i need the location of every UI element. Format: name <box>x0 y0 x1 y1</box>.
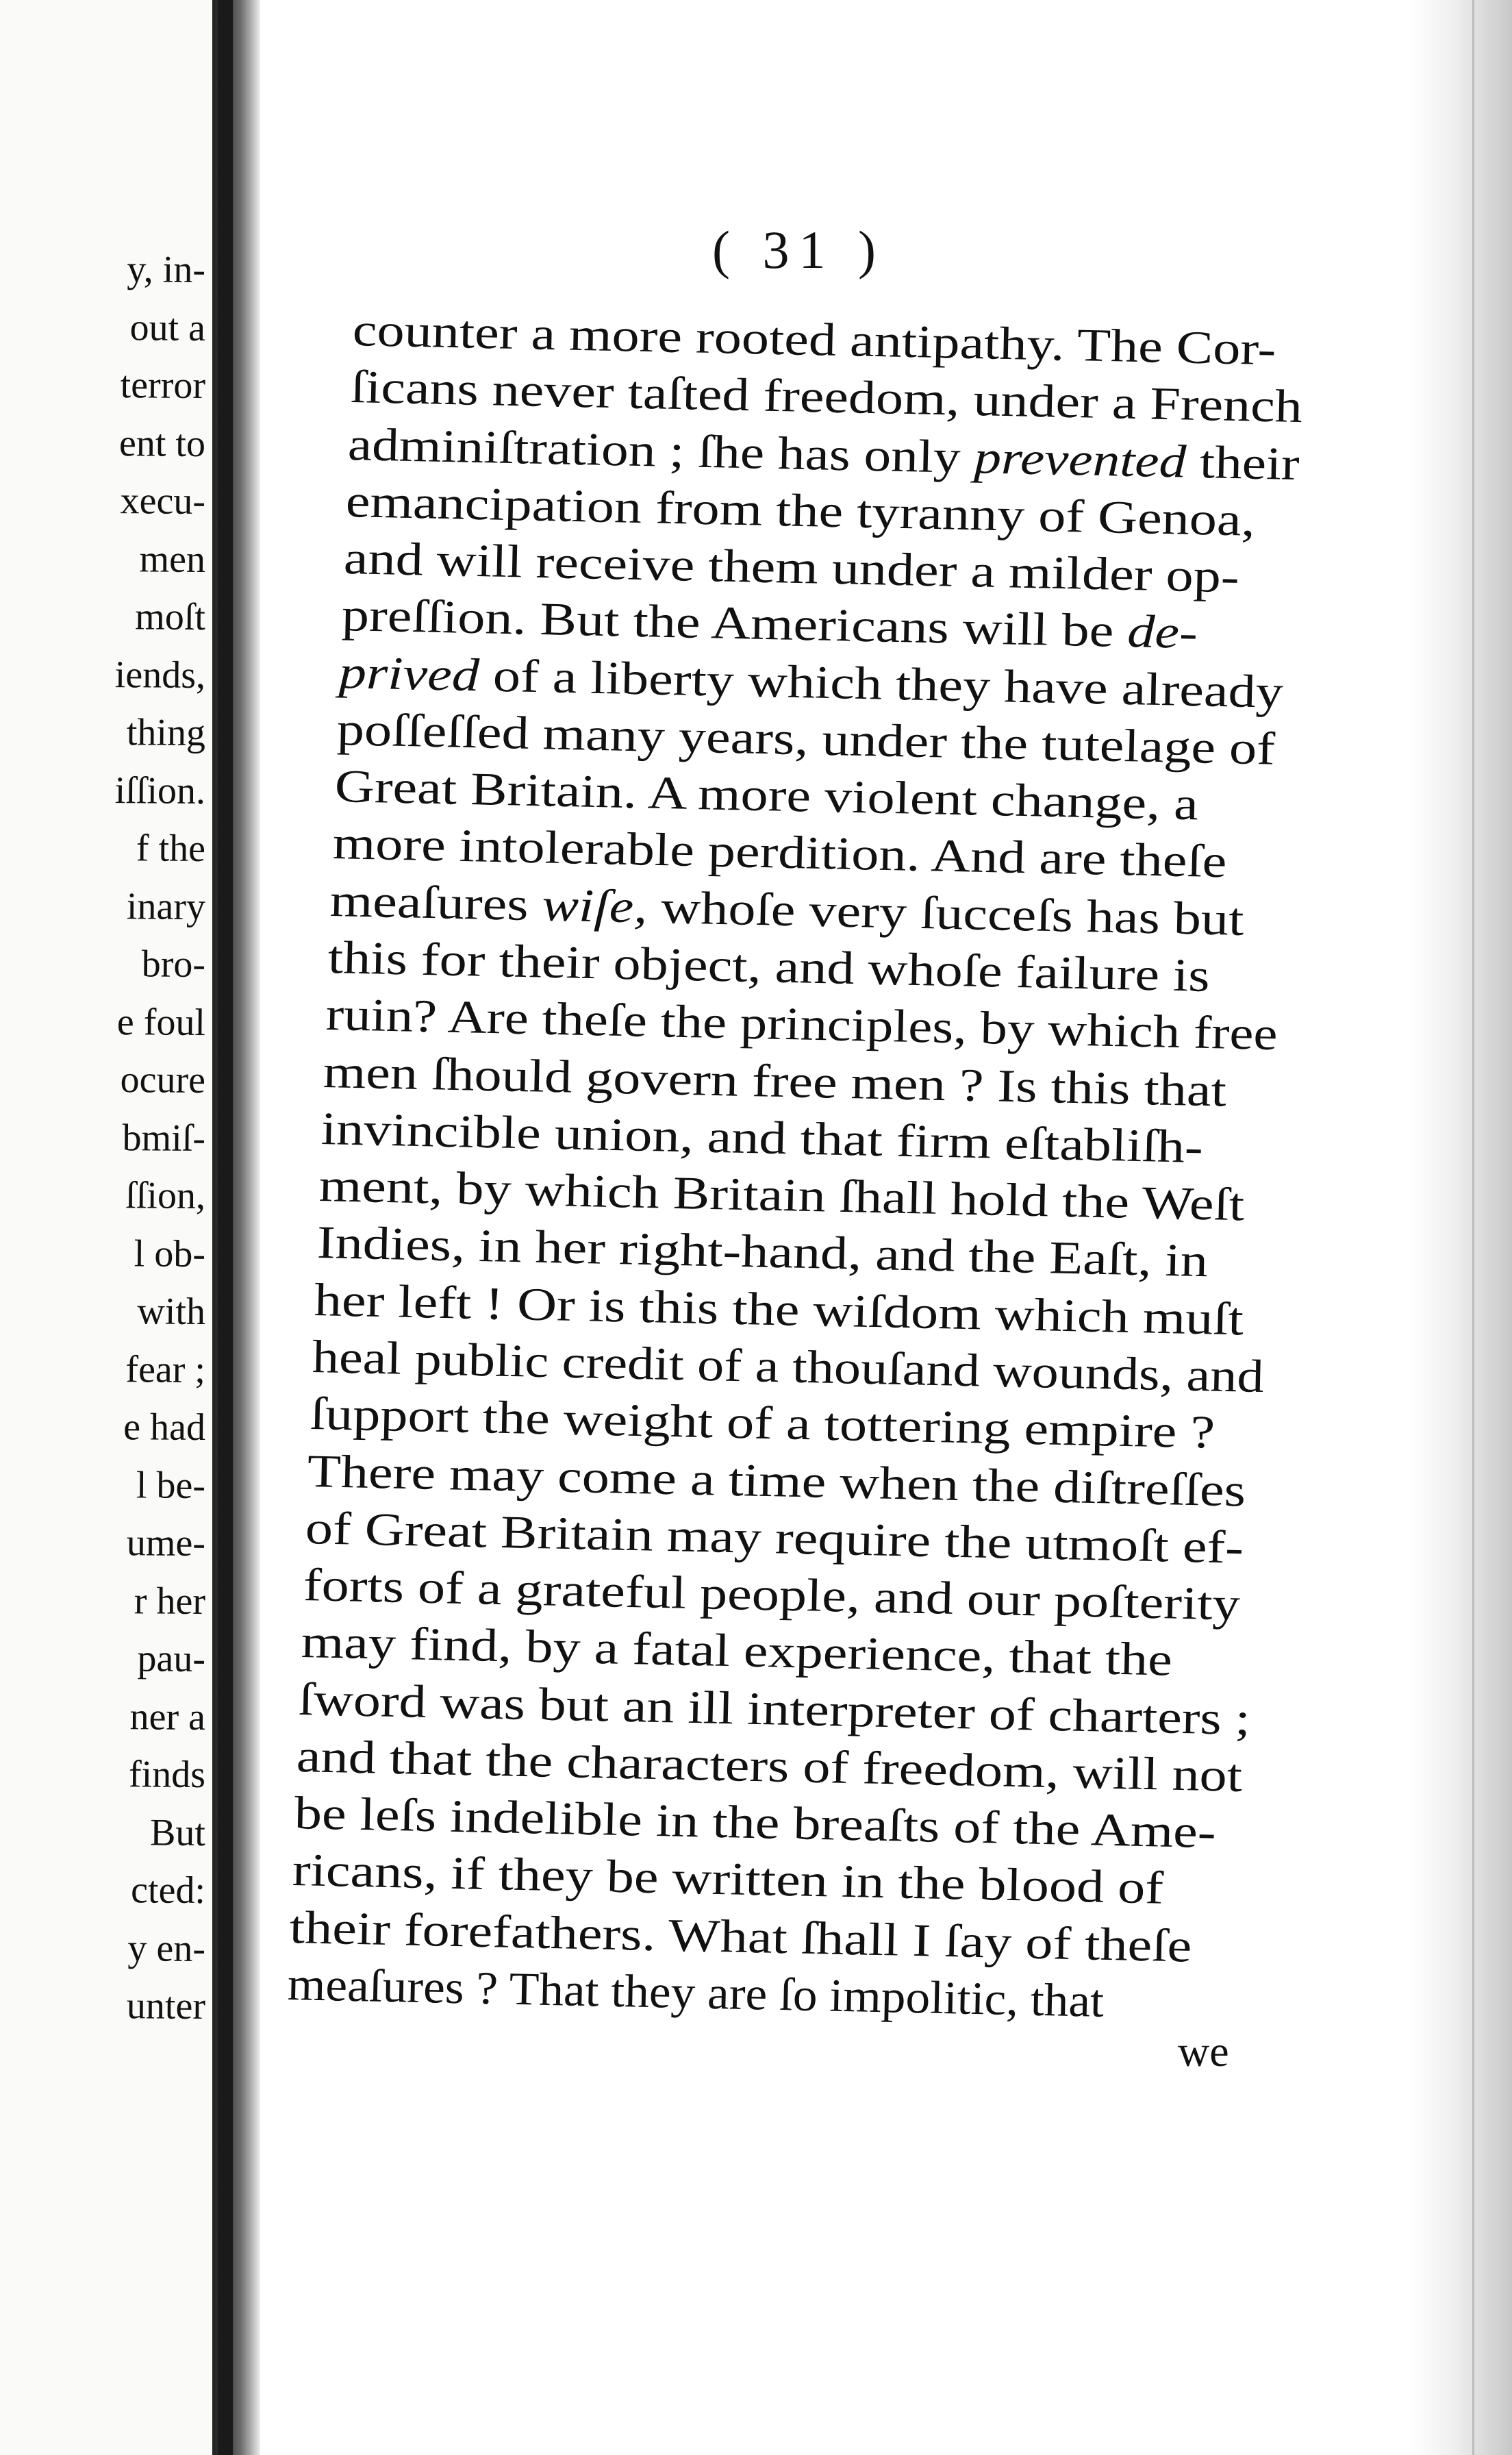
text-run: ſword was but an ill interpreter of charters ; <box>298 1672 1251 1745</box>
left-page-line: moſt <box>135 595 206 639</box>
left-page-line: iends, <box>114 653 206 697</box>
text-run: There may come a time when the diſtreſſes <box>307 1444 1247 1517</box>
left-page-line: with <box>137 1290 206 1334</box>
left-page-line: ocure <box>120 1058 206 1102</box>
italic-word: wiſe, <box>542 878 648 933</box>
left-page-line: f the <box>136 827 206 871</box>
text-run: preſſion. But the Americans will be <box>340 588 1128 658</box>
left-page-line: bro- <box>141 943 206 986</box>
left-page-line: thing <box>126 711 206 755</box>
italic-word: prived <box>338 645 481 701</box>
left-page-line: ume- <box>126 1521 206 1565</box>
text-run: Indies, in her right-hand, and the Eaſt, in <box>316 1216 1209 1287</box>
left-page-line: l ob- <box>134 1232 206 1275</box>
left-page-line: e foul <box>116 1000 206 1044</box>
left-page-line: e had <box>123 1406 206 1449</box>
facing-page-left <box>0 0 212 2455</box>
left-page-line: cted: <box>130 1869 206 1912</box>
page-number: ( 31 ) <box>712 220 885 279</box>
text-run: of a liberty which they have already <box>479 648 1284 718</box>
text-run: may find, by a fatal experience, that the <box>300 1615 1173 1686</box>
text-run: and that the characters of freedom, will not <box>296 1729 1243 1802</box>
left-page-line: ent to <box>118 421 206 465</box>
text-run: adminiſtration ; ſhe has only <box>347 417 975 483</box>
text-run: men ſhould govern free men ? Is this that <box>323 1045 1228 1117</box>
left-page-line: ſſion, <box>125 1174 206 1218</box>
left-page-line: men <box>139 537 206 581</box>
page-edge-shadow <box>1411 0 1512 2455</box>
left-page-line: xecu- <box>120 479 206 523</box>
text-run: counter a more rooted antipathy. The Cor- <box>352 303 1277 375</box>
text-run: whoſe very ſucceſs has but <box>646 880 1245 945</box>
left-page-line: y en- <box>127 1926 206 1970</box>
left-page-line: pau- <box>137 1637 206 1681</box>
left-page-line: r her <box>134 1579 206 1623</box>
left-page-line: bmiſ- <box>122 1116 206 1160</box>
left-page-line: inary <box>126 884 206 928</box>
text-run: emancipation from the tyranny of Genoa, <box>345 474 1256 546</box>
text-run: poſſeſſed many years, under the tutelage of <box>336 702 1276 775</box>
left-page-line: terror <box>120 364 206 408</box>
italic-word: prevented <box>974 430 1187 488</box>
left-page-line: finds <box>128 1753 206 1797</box>
text-run: ſicans never taſted freedom, under a French <box>349 360 1303 433</box>
text-run: meaſures <box>329 873 543 931</box>
left-page-line: ner a <box>129 1695 206 1739</box>
text-run: ment, by which Britain ſhall hold the Weſt <box>318 1159 1245 1231</box>
text-run: forts of a grateful people, and our poſterity <box>303 1558 1241 1630</box>
text-run: her left ! Or is this the wiſdom which muſt <box>314 1273 1244 1345</box>
left-page-line: fear ; <box>125 1347 206 1391</box>
left-page-line: unter <box>126 1984 206 2028</box>
text-run: ricans, if they be written in the blood of <box>291 1843 1164 1915</box>
text-run: their <box>1185 435 1300 490</box>
text-run: of Great Britain may require the utmoſt ef- <box>305 1501 1244 1573</box>
gutter-shadow <box>218 0 233 2455</box>
text-run: and will receive them under a milder op- <box>343 532 1240 603</box>
text-run: meaſures ? That they are ſo impolitic, that <box>287 1958 1105 2027</box>
catchword: we <box>1178 2027 1229 2076</box>
text-run: more intolerable perdition. And are theſe <box>331 817 1227 888</box>
italic-word: de- <box>1126 605 1198 659</box>
page-edge-line <box>1472 0 1474 2455</box>
left-page-line: out a <box>129 306 206 349</box>
text-run: invincible union, and that firm eſtabliſh- <box>320 1101 1204 1173</box>
text-run: ruin? Are theſe the principles, by which free <box>325 988 1278 1060</box>
left-page-line: l be- <box>136 1463 206 1507</box>
text-run: ſupport the weight of a tottering empire ? <box>309 1387 1215 1458</box>
left-page-line: y, in- <box>127 248 206 292</box>
left-page-line: iſſion. <box>114 769 206 812</box>
left-page-line: But <box>149 1810 206 1854</box>
text-run: Great Britain. A more violent change, a <box>333 760 1199 830</box>
text-run: heal public credit of a thouſand wounds, and <box>312 1330 1265 1403</box>
text-run: their forefathers. What ſhall I ſay of theſe <box>289 1900 1193 1972</box>
text-run: this for their object, and whoſe failure is <box>327 931 1211 1001</box>
text-run: be leſs indelible in the breaſts of the Ame- <box>294 1786 1217 1858</box>
